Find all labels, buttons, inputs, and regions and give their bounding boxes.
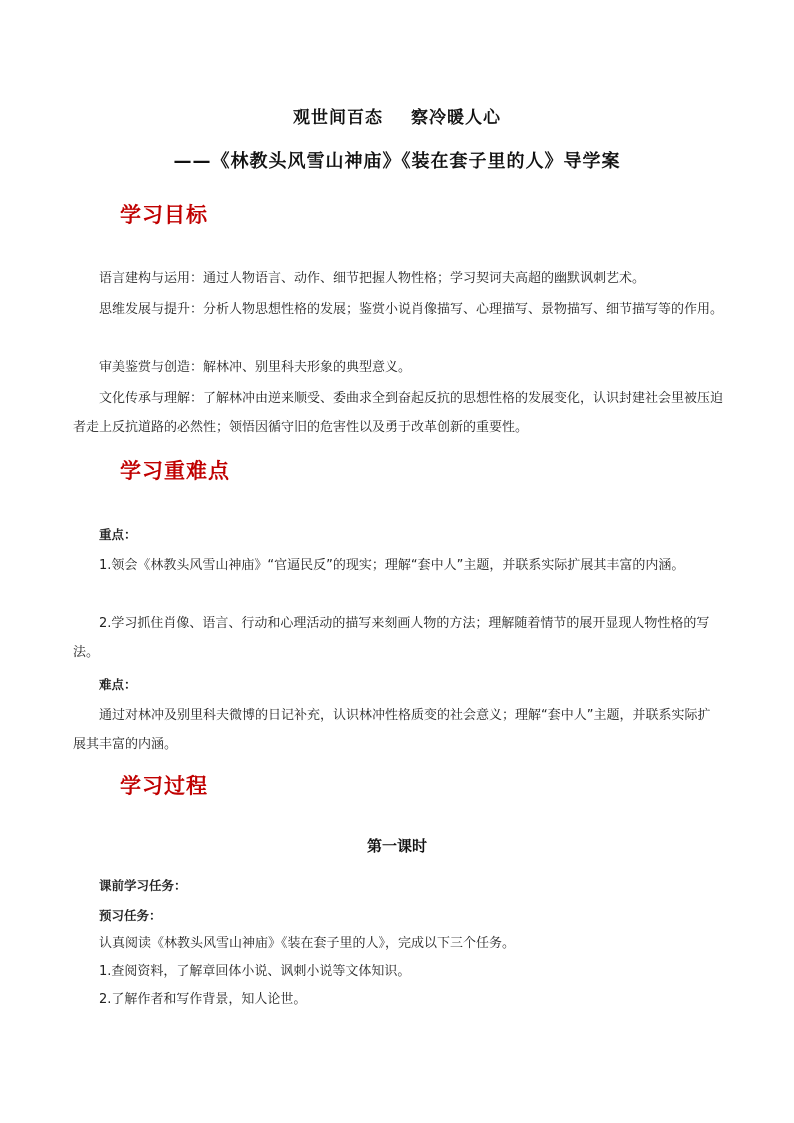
process-line: 认真阅读《林教头风雪山神庙》《装在套子里的人》，完成以下三个任务。 [99, 936, 516, 951]
difficult-label: 难点： [99, 677, 137, 692]
section-heading-key-points: 学习重难点 [120, 459, 230, 483]
key-item: 2.学习抓住肖像、语言、行动和心理活动的描写来刻画人物的方法；理解随着情节的展开显现人物性格的写法。 [73, 616, 710, 660]
section-heading-goals: 学习目标 [120, 203, 208, 227]
process-line: 2.了解作者和写作背景，知人论世。 [99, 992, 307, 1007]
section-heading-process: 学习过程 [120, 774, 208, 798]
goal-item: 语言建构与运用：通过人物语言、动作、细节把握人物性格；学习契诃夫高超的幽默讽刺艺术。 [99, 271, 646, 286]
preview-label: 预习任务： [99, 908, 162, 923]
difficult-text: 通过对林冲及别里科夫微博的日记补充，认识林冲性格质变的社会意义；理解“套中人”主题，并联系实际扩展其丰富的内涵。 [73, 708, 711, 752]
document-title [0, 103, 794, 128]
pre-class-label: 课前学习任务： [99, 878, 187, 893]
process-line: 1.查阅资料，了解章回体小说、讽刺小说等文体知识。 [99, 964, 411, 979]
title-right: 察冷暖人心 [411, 108, 501, 128]
key-item: 1.领会《林教头风雪山神庙》“官逼民反”的现实；理解“套中人”主题，并联系实际扩展其丰富的内涵。 [99, 558, 685, 573]
lesson-title: 第一课时 [366, 837, 427, 855]
document-subtitle: ——《林教头风雪山神庙》《装在套子里的人》导学案 [173, 151, 621, 172]
title-left: 观世间百态 [293, 108, 383, 128]
goal-item: 思维发展与提升：分析人物思想性格的发展；鉴赏小说肖像描写、心理描写、景物描写、细节描写等的作用。 [99, 302, 724, 317]
key-label: 重点： [99, 527, 137, 542]
goal-item: 文化传承与理解：了解林冲由逆来顺受、委曲求全到奋起反抗的思想性格的发展变化，认识封建社会里被压迫者走上反抗道路的必然性；领悟因循守旧的危害性以及勇于改革创新的重要性。 [73, 391, 724, 435]
goal-item: 审美鉴赏与创造：解林冲、别里科夫形象的典型意义。 [99, 360, 412, 375]
